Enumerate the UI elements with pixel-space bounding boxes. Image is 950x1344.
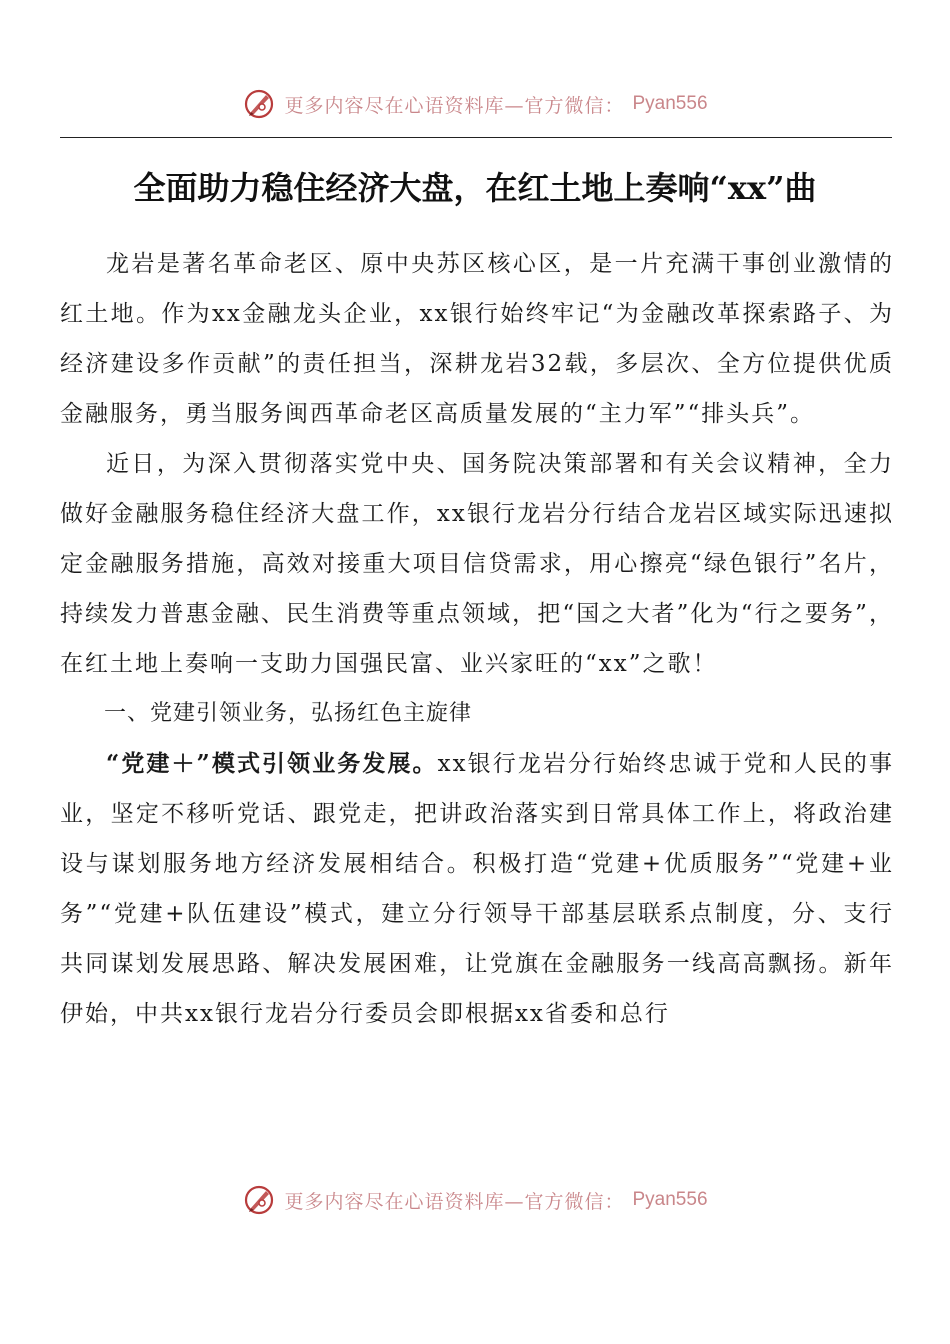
section-heading: 一、党建引领业务，弘扬红色主旋律: [104, 701, 473, 726]
footer-wechat-id: Pyan556: [632, 1189, 708, 1210]
paragraph-intro: 龙岩是著名革命老区、原中央苏区核心区，是一片充满干事创业激情的红土地。作为xx金融龙头企业，xx银行始终牢记“为金融改革探索路子、为经济建设多作贡献”的责任担当，深耕龙岩32载，多层次、全方位提供优质金融服务，勇当服务闽西革命老区高质量发展的“主力军”“排头兵”。: [60, 251, 894, 427]
pen-logo-icon: [242, 87, 276, 121]
document-title: 全面助力稳住经济大盘，在红土地上奏响“xx”曲: [133, 169, 817, 207]
header-divider: [60, 137, 892, 138]
footer-banner-text: 更多内容尽在心语资料库—官方微信：: [284, 1190, 625, 1213]
footer-watermark-banner: [0, 1178, 950, 1222]
banner-text: 更多内容尽在心语资料库—官方微信：: [284, 94, 625, 117]
paragraph-recent: 近日，为深入贯彻落实党中央、国务院决策部署和有关会议精神，全力做好金融服务稳住经济大盘工作，xx银行龙岩分行结合龙岩区域实际迅速拟定金融服务措施，高效对接重大项目信贷需求，用心擦亮“绿色银行”名片，持续发力普惠金融、民生消费等重点领域，把“国之大者”化为“行之要务”，在红土地上奏响一支助力国强民富、业兴家旺的“xx”之歌！: [60, 451, 894, 677]
header-watermark-banner: [0, 82, 950, 126]
section-lead-bold: “党建＋”模式引领业务发展。: [106, 750, 438, 777]
section-body: xx银行龙岩分行始终忠诚于党和人民的事业，坚定不移听党话、跟党走，把讲政治落实到日常具体工作上，将政治建设与谋划服务地方经济发展相结合。积极打造“党建+优质服务”“党建+业务”“党建+队伍建设”模式，建立分行领导干部基层联系点制度，分、支行共同谋划发展思路、解决发展困难，让党旗在金融服务一线高高飘扬。新年伊始，中共xx银行龙岩分行委员会即根据xx省委和总行: [60, 751, 894, 1027]
paragraph-party-building: [60, 739, 894, 1039]
pen-logo-icon: [242, 1183, 276, 1217]
document-body: [60, 239, 894, 1039]
banner-wechat-id: Pyan556: [632, 93, 708, 114]
